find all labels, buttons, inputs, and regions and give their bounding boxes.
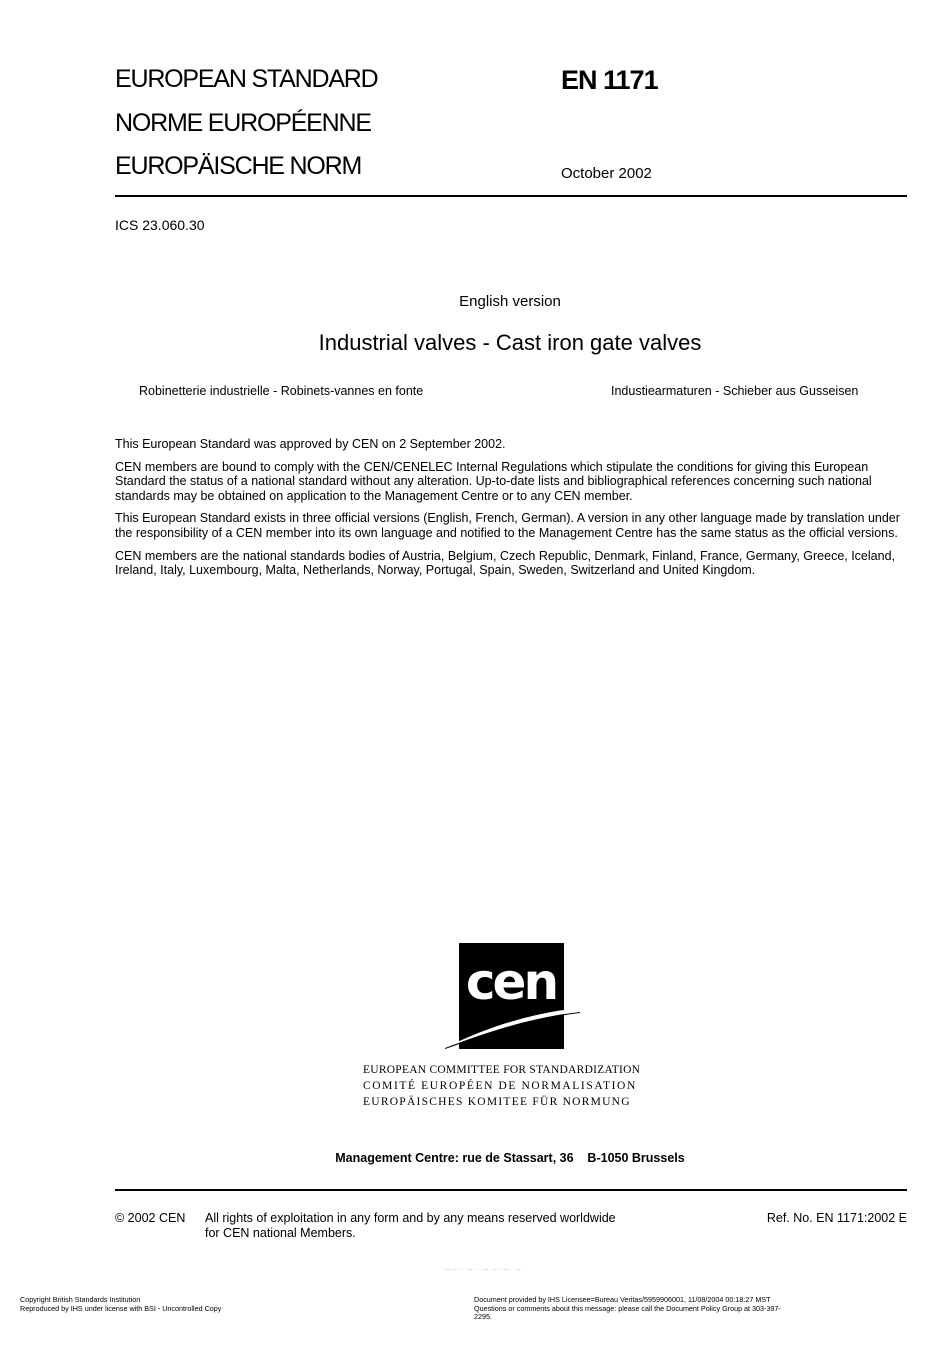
- french-title: Robinetterie industrielle - Robinets-vannes en fonte: [139, 384, 424, 398]
- title-german: EUROPÄISCHE NORM: [115, 152, 362, 180]
- committee-names: [363, 1062, 663, 1110]
- rights-statement: All rights of exploitation in any form and by any means reserved worldwide for CEN national Members.: [205, 1211, 616, 1240]
- cen-logo-text: cen: [465, 953, 557, 1011]
- approval-text: [115, 437, 910, 586]
- print-footer-right: Document provided by IHS Licensee=Bureau Veritas/5959906001, 11/08/2004 00:18:27 MST Questions or comments about this message: please call the Document Policy Group at 303-397-2295.: [474, 1295, 781, 1322]
- header-rule: [115, 195, 907, 197]
- publication-date: October 2002: [561, 165, 652, 182]
- version-label: English version: [459, 293, 561, 310]
- copyright-notice: © 2002 CEN: [115, 1211, 186, 1225]
- title-french: NORME EUROPÉENNE: [115, 109, 371, 137]
- committee-name-en: EUROPEAN COMMITTEE FOR STANDARDIZATION: [363, 1064, 641, 1076]
- faint-watermark-line: ·–·–·· ·–·· ·–· –··–·· –·: [443, 1266, 524, 1273]
- standard-number: EN 1171: [561, 65, 658, 95]
- ics-code: ICS 23.060.30: [115, 217, 205, 233]
- print-footer-left: [20, 1296, 221, 1313]
- footer-rule: [115, 1189, 907, 1191]
- committee-name-fr: COMITÉ EUROPÉEN DE NORMALISATION: [363, 1080, 637, 1092]
- print-footer-line: Reproduced by IHS under license with BSI - Uncontrolled Copy: [20, 1303, 222, 1313]
- reference-number: Ref. No. EN 1171:2002 E: [766, 1211, 907, 1225]
- paragraph: CEN members are the national standards bodies of Austria, Belgium, Czech Republic, Denmark, Finland, France, Germany, Greece, Iceland, Ireland, Italy, Luxembourg, Malta, Netherlands, Norway, Portugal, Spain, Sweden, Switzerland and United Kingdom.: [115, 548, 895, 578]
- document-title: Industrial valves - Cast iron gate valves: [318, 330, 702, 355]
- cen-logo-icon: [445, 943, 580, 1051]
- print-footer-line: Copyright British Standards Institution: [20, 1295, 141, 1304]
- management-centre-address: Management Centre: rue de Stassart, 36 B-1050 Brussels: [335, 1151, 685, 1165]
- paragraph: This European Standard exists in three official versions (English, French, German). A version in any other language made by translation under the responsibility of a CEN member into its own language and notified to the Management Centre has the same status as the official versions.: [115, 511, 900, 540]
- paragraph: This European Standard was approved by CEN on 2 September 2002.: [115, 437, 506, 451]
- committee-name-de: EUROPÄISCHES KOMITEE FÜR NORMUNG: [363, 1096, 631, 1108]
- german-title: Industiearmaturen - Schieber aus Gusseisen: [611, 384, 859, 398]
- title-english: EUROPEAN STANDARD: [115, 65, 378, 93]
- paragraph: CEN members are bound to comply with the CEN/CENELEC Internal Regulations which stipulate the conditions for giving this European Standard the status of a national standard without any alteration. Up-to-date lists and bibliographical references concerning such national standards may be obtained on application to the Management Centre or to any CEN member.: [115, 459, 872, 503]
